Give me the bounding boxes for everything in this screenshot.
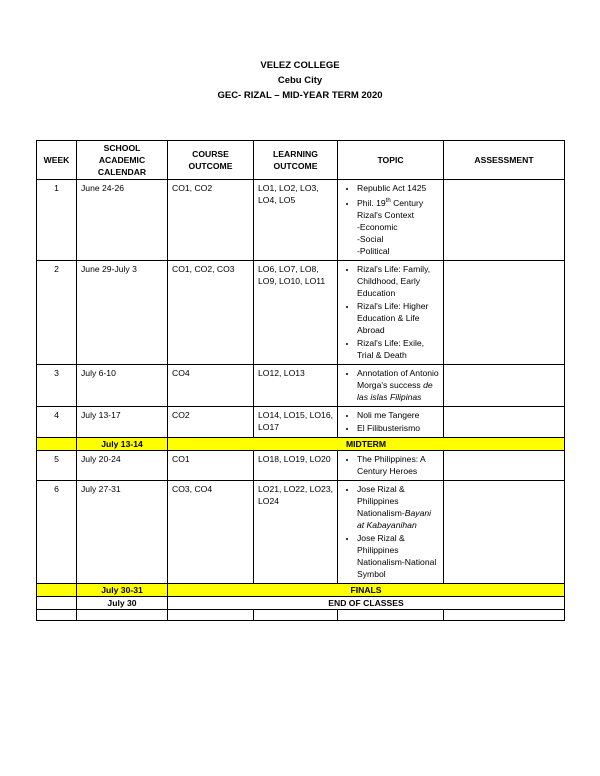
week-cell: 4 <box>37 406 77 437</box>
topic-list <box>342 453 439 477</box>
table-row-week-3 <box>37 364 565 406</box>
topic-item: • Phil. 19th Century Rizal's Context -Economic -Social -Political <box>357 195 439 257</box>
end-label: END OF CLASSES <box>168 596 565 609</box>
assessment-cell <box>444 480 565 583</box>
course-schedule-table <box>36 140 565 621</box>
topic-cell <box>338 260 444 364</box>
table-header-row <box>37 141 565 180</box>
topic-item: • Rizal's Life: Higher Education & Life Abroad <box>357 300 439 336</box>
topic-item: • Annotation of Antonio Morga's success de las islas Filipinas <box>357 367 439 403</box>
empty-cell <box>37 609 77 620</box>
topic-item: • Rizal's Life: Exile, Trial & Death <box>357 337 439 361</box>
empty-cell <box>37 596 77 609</box>
end-of-classes-row <box>37 596 565 609</box>
table-row-week-6 <box>37 480 565 583</box>
topic-list <box>342 483 439 580</box>
topic-list <box>342 367 439 403</box>
week-cell: 6 <box>37 480 77 583</box>
empty-cell <box>444 609 565 620</box>
topic-cell <box>338 364 444 406</box>
topic-subitem: -Political <box>357 245 390 256</box>
learning-outcome-cell: LO1, LO2, LO3, LO4, LO5 <box>254 180 338 261</box>
calendar-cell: June 29-July 3 <box>77 260 168 364</box>
topic-list <box>342 182 439 257</box>
topic-subitem: -Social <box>357 233 384 244</box>
topic-list <box>342 409 439 434</box>
learning-outcome-cell: LO14, LO15, LO16, LO17 <box>254 406 338 437</box>
calendar-cell: July 13-17 <box>77 406 168 437</box>
empty-cell <box>338 609 444 620</box>
calendar-cell: July 20-24 <box>77 450 168 480</box>
course-title: GEC- RIZAL – MID-YEAR TERM 2020 <box>217 90 383 101</box>
table-row-week-2 <box>37 260 565 364</box>
calendar-cell: June 24-26 <box>77 180 168 261</box>
empty-cell <box>254 609 338 620</box>
table-row-week-1 <box>37 180 565 261</box>
col-header-assessment: ASSESSMENT <box>444 141 565 180</box>
learning-outcome-cell: LO18, LO19, LO20 <box>254 450 338 480</box>
week-cell: 3 <box>37 364 77 406</box>
topic-cell <box>338 450 444 480</box>
learning-outcome-cell: LO21, LO22, LO23, LO24 <box>254 480 338 583</box>
highlight-empty-cell <box>37 437 77 450</box>
assessment-cell <box>444 364 565 406</box>
course-outcome-cell: CO1, CO2 <box>168 180 254 261</box>
course-outcome-cell: CO4 <box>168 364 254 406</box>
school-city: Cebu City <box>277 75 323 86</box>
topic-item: • Rizal's Life: Family, Childhood, Early Education <box>357 263 439 299</box>
assessment-cell <box>444 180 565 261</box>
assessment-cell <box>444 450 565 480</box>
midterm-label: MIDTERM <box>168 437 565 450</box>
week-cell: 2 <box>37 260 77 364</box>
empty-row <box>37 609 565 620</box>
empty-cell <box>77 609 168 620</box>
topic-item: • Jose Rizal & Philippines Nationalism-Bayani at Kabayanihan <box>357 483 439 531</box>
midterm-row <box>37 437 565 450</box>
topic-subitem: -Economic <box>357 221 398 232</box>
col-header-week: WEEK <box>37 141 77 180</box>
midterm-date: July 13-14 <box>77 437 168 450</box>
calendar-cell: July 27-31 <box>77 480 168 583</box>
topic-cell <box>338 180 444 261</box>
topic-item: • Republic Act 1425 <box>357 182 439 194</box>
finals-row <box>37 583 565 596</box>
highlight-empty-cell <box>37 583 77 596</box>
school-name: VELEZ COLLEGE <box>260 60 340 71</box>
topic-cell <box>338 480 444 583</box>
document-header <box>0 58 600 103</box>
topic-cell <box>338 406 444 437</box>
topic-list <box>342 263 439 361</box>
table-row-week-4 <box>37 406 565 437</box>
course-outcome-cell: CO3, CO4 <box>168 480 254 583</box>
topic-item: • El Filibusterismo <box>357 422 439 434</box>
finals-label: FINALS <box>168 583 565 596</box>
learning-outcome-cell: LO6, LO7, LO8, LO9, LO10, LO11 <box>254 260 338 364</box>
topic-item: • Jose Rizal & Philippines Nationalism-National Symbol <box>357 532 439 580</box>
course-outcome-cell: CO2 <box>168 406 254 437</box>
topic-item: • Noli me Tangere <box>357 409 439 421</box>
end-date: July 30 <box>77 596 168 609</box>
empty-cell <box>168 609 254 620</box>
week-cell: 5 <box>37 450 77 480</box>
learning-outcome-cell: LO12, LO13 <box>254 364 338 406</box>
col-header-calendar: SCHOOL ACADEMIC CALENDAR <box>77 141 168 180</box>
finals-date: July 30-31 <box>77 583 168 596</box>
col-header-topic: TOPIC <box>338 141 444 180</box>
course-outcome-cell: CO1 <box>168 450 254 480</box>
course-outcome-cell: CO1, CO2, CO3 <box>168 260 254 364</box>
calendar-cell: July 6-10 <box>77 364 168 406</box>
table-row-week-5 <box>37 450 565 480</box>
assessment-cell <box>444 260 565 364</box>
assessment-cell <box>444 406 565 437</box>
col-header-course-outcome: COURSE OUTCOME <box>168 141 254 180</box>
col-header-learning-outcome: LEARNING OUTCOME <box>254 141 338 180</box>
week-cell: 1 <box>37 180 77 261</box>
topic-item: • The Philippines: A Century Heroes <box>357 453 439 477</box>
